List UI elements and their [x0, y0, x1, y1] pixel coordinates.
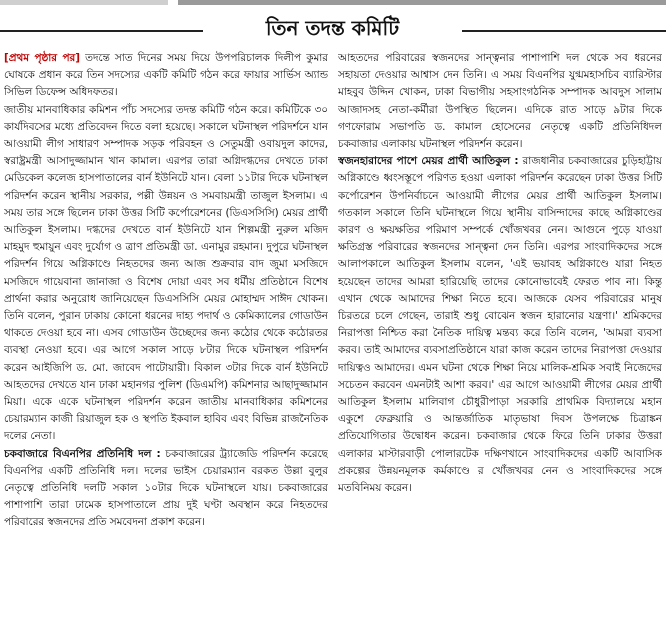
- subheading-bnp: চকবাজারে বিএনপির প্রতিনিধি দল :: [4, 447, 161, 460]
- column-1: [4, 50, 328, 614]
- paragraph-5-text: রাজধানীর চকবাজারের চুড়িহাট্টায় অগ্নিকাণ্ডে ধ্বংসস্তূপে পরিণত হওয়া এলাকা পরিদর্শন করেছেন ঢাকা উত্তর সিটি কর্পোরেশন উপনির্বাচনে আওয়ামী লীগের মেয়র প্রার্থী আতিকুল ইসলাম। গতকাল সকালে তিনি ঘটনাস্থলে গিয়ে স্থানীয় বাসিন্দাদের কাছে অগ্নিকাণ্ডের কারণ ও ক্ষয়ক্ষতির পরিমাণ সম্পর্কে খোঁজখবর নেন। আগুনে পুড়ে যাওয়া ক্ষতিগ্রস্ত পরিবারের স্বজনদের সান্ত্বনা দেন তিনি। এরপর সাংবাদিকদের সঙ্গে আলাপকালে আতিকুল ইসলাম বলেন, 'এই ভয়াবহ অগ্নিকাণ্ডে যারা নিহত হয়েছেন তাদের আমরা হারিয়েছি তাদের কোনোভাবেই ফেরত পাব না। কিন্তু এখান থেকে আমাদের শিক্ষা নিতে হবে। আজকে যেসব পরিবারের মানুষ চিরতরে চলে গেছেন, তারাই শুধু বোঝেন স্বজন হারানোর যন্ত্রণা।' শ্রমিকদের নিরাপত্তা নিশ্চিত করা নৈতিক দায়িত্ব মন্তব্য করে তিনি বলেন, 'আমরা ব্যবসা করব। তাই আমাদের ব্যবসাপ্রতিষ্ঠানে যারা কাজ করেন তাদের নিরাপত্তা দেওয়ার দায়িত্বও আমাদের। এমন ঘটনা থেকে শিক্ষা নিয়ে মালিক-শ্রমিক সবাই নিজেদের সচেতন করবেন এমনটাই আশা করব।' এর আগে আওয়ামী লীগের মেয়র প্রার্থী আতিকুল ইসলাম মালিবাগ চৌধুরীপাড়া সরকারি প্রাথমিক বিদ্যালয়ে মহান একুশে ফেব্রুয়ারি ও আন্তর্জাতিক মাতৃভাষা দিবস উপলক্ষে চিত্রাঙ্কন প্রতিযোগিতার উদ্বোধন করেন। চকবাজার থেকে ফিরে তিনি ঢাকার উত্তরা এলাকার মাস্টারবাড়ী পোলারটেক দক্ষিণখানে সাংবাদিকদের একটি আবাসিক প্রকল্পের উন্নয়নমূলক কর্মকাণ্ডে র খোঁজখবর নেন ও সাংবাদিকদের সঙ্গে মতবিনিময় করেন।: [338, 155, 662, 495]
- paragraph-4: আহতদের পরিবারের স্বজনদের সান্ত্বনার পাশাপাশি দল থেকে সব ধরনের সহায়তা দেওয়ার আশ্বাস দেন তিনি। এ সময় বিএনপির যুগ্মমহাসচিব ব্যারিস্টার মাহবুব উদ্দিন খোকন, ঢাকা বিভাগীয় সহসাংগঠনিক সম্পাদক আবদুস সালাম আজাদসহ নেতা-কর্মীরা উপস্থিত ছিলেন। এদিকে রাত সাড়ে ৯টার দিকে গণফোরাম সভাপতি ড. কামাল হোসেনের নেতৃত্বে একটি প্রতিনিধিদল চকবাজার এলাকায় ঘটনাস্থল পরিদর্শন করেন।: [338, 52, 662, 151]
- headline-row: [0, 12, 666, 44]
- column-2: [338, 50, 662, 614]
- headline-rule-left: [0, 30, 203, 32]
- article-body: [4, 50, 662, 614]
- headline-rule-right: [462, 30, 666, 32]
- top-bar-left: [0, 0, 168, 5]
- paragraph-3: [4, 446, 328, 532]
- paragraph-2: জাতীয় মানবাধিকার কমিশন পাঁচ সদস্যের তদন্ত কমিটি গঠন করে। কমিটিকে ৩০ কার্যদিবসের মধ্যে প্রতিবেদন দিতে বলা হয়েছে। সকালে ঘটনাস্থল পরিদর্শনে যান আওয়ামী লীগ সাধারণ সম্পাদক সড়ক পরিবহন ও সেতুমন্ত্রী ওবায়দুল কাদের, স্বরাষ্ট্রমন্ত্রী আসাদুজ্জামান খান কামাল। এরপর তারা অগ্নিদগ্ধদের দেখতে ঢাকা মেডিকেল কলেজ হাসপাতালের বার্ন ইউনিটে যান। বেলা ১১টার দিকে ঘটনাস্থল পরিদর্শন করেন স্থানীয় সরকার, পল্লী উন্নয়ন ও সমবায়মন্ত্রী তাজুল ইসলাম। এ সময় তার সঙ্গে ছিলেন ঢাকা উত্তর সিটি কর্পোরেশনের (ডিএসসিসি) মেয়র প্রার্থী আতিকুল ইসলাম। দগ্ধদের দেখতে বার্ন ইউনিটে যান শিল্পমন্ত্রী নুরুল মজিদ মাহমুদ হুমায়ুন এবং দুর্যোগ ও ত্রাণ প্রতিমন্ত্রী ডা. এনামুর রহমান। দুপুরে ঘটনাস্থল পরিদর্শন গিয়ে অগ্নিকাণ্ডে নিহতদের জন্য আজ শুক্রবার বাদ জুমা মসজিদে মসজিদে গায়েবানা জানাজা ও বিশেষ দোয়া এবং সব ধর্মীয় প্রতিষ্ঠানে বিশেষ প্রার্থনা করার অনুরোধ জানিয়েছেন ডিএসসিসি মেয়র মোহাম্মদ সাঈদ খোকন। তিনি বলেন, পুরান ঢাকায় কোনো ধরনের দাহ্য পদার্থ ও কেমিক্যালের গোডাউন থাকতে দেওয়া হবে না। এসব গোডাউন উচ্ছেদের জন্য কঠোর থেকে কঠোরতর ব্যবস্থা নেওয়া হবে। এর আগে সকাল সাড়ে ৮টার দিকে ঘটনাস্থল পরিদর্শন করেন আইজিপি ড. মো. জাবেদ পাটোয়ারী। বিকাল ৩টার দিকে বার্ন ইউনিটে আহতদের দেখতে যান ঢাকা মহানগর পুলিশ (ডিএমপি) কমিশনার আছাদুজ্জামান মিয়া। একে একে ঘটনাস্থল পরিদর্শন করেন জাতীয় মানবাধিকার কমিশনের চেয়ারম্যান কাজী রিয়াজুল হক ও স্থপতি ইকবাল হাবিব এবং বিভিন্ন রাজনৈতিক দলের নেতা।: [4, 103, 328, 443]
- paragraph-3-text: চকবাজারের ট্র্যাজেডি পরিদর্শন করেছে বিএনপির একটি প্রতিনিধি দল। দলের ভাইস চেয়ারম্যান বরকত উল্লা বুলুর নেতৃত্বে প্রতিনিধি দলটি সকাল ১০টার দিকে ঘটনাস্থলে যায়। চকবাজারের পাশাপাশি তারা ঢামেক হাসপাতালে প্রায় দুই ঘণ্টা অবস্থান করে নিহতদের পরিবারের স্বজনদের প্রতি সমবেদনা প্রকাশ করেন।: [4, 447, 328, 529]
- continuation-kicker: [প্রথম পৃষ্ঠার পর]: [4, 52, 81, 64]
- paragraph-1-text: তদন্তে সাত দিনের সময় দিয়ে উপপরিচালক দিলীপ কুমার ঘোষকে প্রধান করে তিন সদস্যের একটি কমিটি গঠন করে ফায়ার সার্ভিস অ্যান্ড সিভিল ডিফেন্স অধিদফতর।: [4, 52, 328, 99]
- subheading-atiqul: স্বজনহারাদের পাশে মেয়র প্রার্থী আতিকুল :: [338, 155, 519, 168]
- paragraph-5: [338, 153, 662, 497]
- headline: তিন তদন্ত কমিটি: [265, 16, 400, 40]
- paragraph-1: [4, 50, 328, 102]
- top-bar-right: [178, 0, 666, 5]
